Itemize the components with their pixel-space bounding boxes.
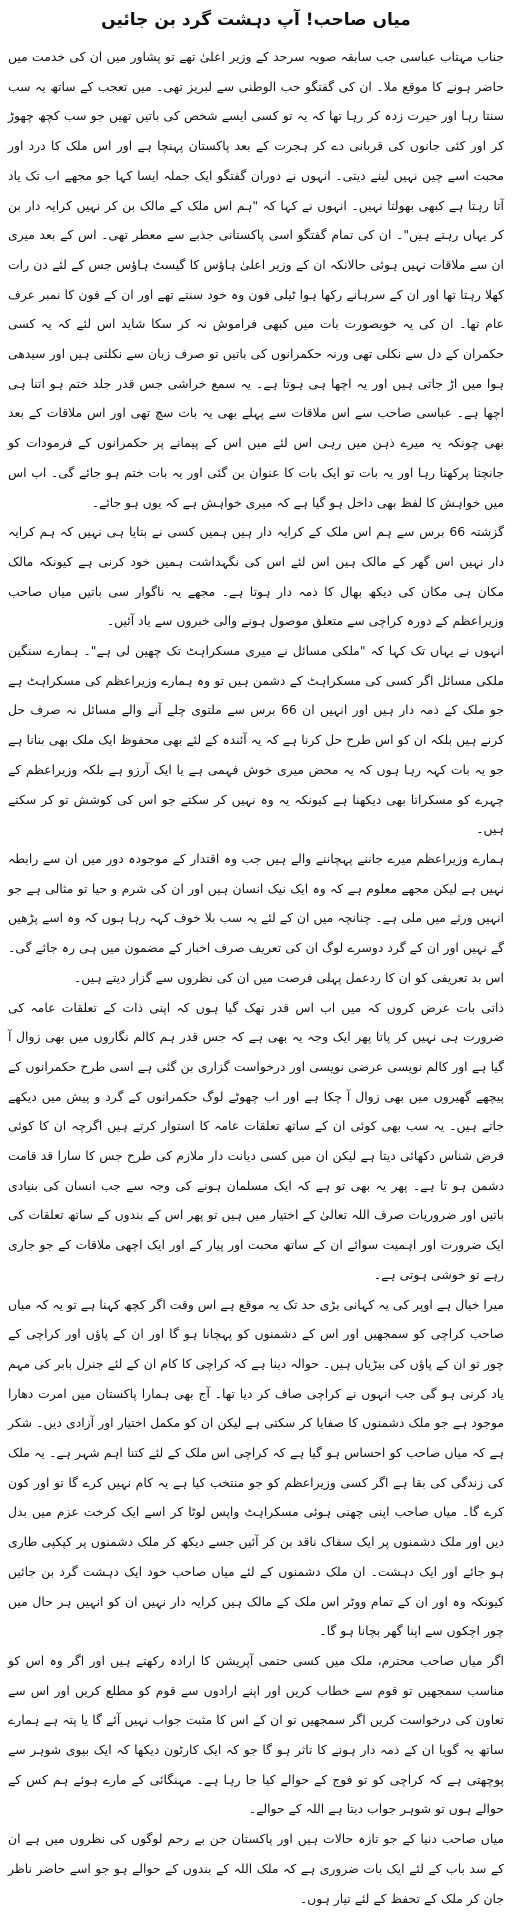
article-paragraph: میرا خیال ہے اوپر کی یہ کہانی بڑی حد تک یہ موقع ہے اس وقت اگر کچھ کہنا ہے تو یہ کہ میاں صاحب کراچی کو سمجھیں اور اس کے دشمنوں کو پہچانا ہو گا اور ان کے پاؤں اور کراچی کے چور تو ان کے پاؤں کی بیڑیاں ہیں۔ حوالہ دینا ہے کہ کراچی کا کام ان کے لئے جنرل بابر کی مہم یاد کرنی ہو گی جب انہوں نے کراچی صاف کر دیا تھا۔ آج بھی ہمارا پاکستان میں امرت دھارا موجود ہے جو ملک دشمنوں کا صفایا کر سکتی ہے لیکن ان کو مکمل اختیار اور آزادی دیں۔ شکر ہے کہ میاں صاحب کو احساس ہو گیا ہے کہ کراچی اس ملک کے لئے کتنا اہم شہر ہے۔ یہ ملک کی زندگی کی بقا ہے اگر کسی وزیراعظم کو جو منتخب کیا ہے یہ کام نہیں کرے گا تو اور کون کرے گا۔ میاں صاحب اپنی چھنی ہوئی مسکراہٹ واپس لوٹا کر اسے ایک کرخت عزم میں بدل دیں اور ملک دشمنوں پر ایک سفاک ناقد بن کر آئیں جسے دیکھ کر ملک دشمنوں پر کپکپی طاری ہو جائے اور ایک دہشت۔ ان ملک دشمنوں کے لئے میاں صاحب خود ایک دہشت گرد بن جائیں کیونکہ وہ اور ان کے تمام ووٹر اس ملک کے مالک ہیں کرایہ دار نہیں ان کو انہیں ہر حال میں چور اچکوں سے اپنا گھر بچانا ہو گا۔: [8, 1296, 504, 1639]
article-paragraph: انہوں نے یہاں تک کہا کہ "ملکی مسائل نے میری مسکراہٹ تک چھین لی ہے"۔ ہمارے سنگین ملکی مسائل اگر کسی کی مسکراہٹ کے دشمن ہیں تو وہ ہمارے وزیراعظم کی مسکراہٹ ہے جو ملک کے ذمہ دار ہیں اور انہیں ان 66 برس سے ملتوی چلے آنے والے مسائل نہ صرف حل کرنے ہیں بلکہ ان کو اس طرح حل کرنا ہے کہ یہ آئندہ کے لئے بھی محفوظ ایک ملک بھی بنانا ہے جو یہ بات کہہ رہا ہوں کہ یہ محض میری خوش فہمی ہے یا ایک آرزو ہے بلکہ وزیراعظم کے چہرے کو مسکراتا بھی دیکھنا ہے کیونکہ یہ وہ نہیں کر سکتے جو اس کی کوشش تو کر سکتے ہیں۔: [8, 643, 504, 837]
article-paragraph: ذاتی بات عرض کروں کہ میں اب اس قدر تھک گیا ہوں کہ اپنی ذات کے تعلقات عامہ کی ضرورت ہی نہیں کر پاتا پھر ایک وجہ یہ بھی ہے کہ جس قدر ہم کالم نگاروں میں بھی زوال آ گیا ہے اور کالم نویسی عرضی نویسی اور درخواست گزاری بن گئی ہے اسی طرح حکمرانوں کے پیچھے گھیروں میں بھی زوال آ چکا ہے اور اب چھوٹے لوگ حکمرانوں کے گرد و پیش میں دیکھے جاتے ہیں۔ یہ سب بھی کوئی ان کے ساتھ تعلقات عامہ کا استوار کرتے ہیں اگرچہ ان کا کوئی فرض شناس دکھائی دیتا ہے لیکن ان میں کسی دیانت دار ملازم کی طرح جس کا سارا قد قامت دشمن ہو تا ہے۔ پھر یہ بھی تو ہے کہ ایک مسلمان ہونے کی وجہ سے جب انسان کی بنیادی باتیں اور ضروریات صرف اللہ تعالیٰ کے اختیار میں ہیں تو پھر اس کے بندوں کے ساتھ تعلقات کی ایک ضرورت اور اہمیت سوائے ان کے ساتھ محبت اور پیار کے اور ایک اچھی ملاقات کے جو جاری رہے تو خوشی ہوتی ہے۔: [8, 999, 504, 1282]
article-paragraph: میاں صاحب دنیا کے جو تازہ حالات ہیں اور پاکستان جن بے رحم لوگوں کی نظروں میں ہے ان کے سد باب کے لئے ایک بات ضروری ہے کہ ملک اللہ کے بندوں کے حوالے ہو جو اسے حاضر ناظر جان کر ملک کے تحفظ کے لئے تیار ہوں۔: [8, 1831, 504, 1906]
article-paragraph: گزشتہ 66 برس سے ہم اس ملک کے کرایہ دار ہیں ہمیں کسی نے بتایا ہی نہیں کہ ہم کرایہ دار نہیں اس گھر کے مالک ہیں اس لئے اس کی نگہداشت ہمیں خود کرنی ہے کیونکہ مالک مکان ہی مکان کی دیکھ بھال کا ذمہ دار ہوتا ہے۔ مجھے یہ ناگوار سی باتیں میاں صاحب وزیراعظم کے دورہ کراچی سے متعلق موصول ہونے والی خبروں سے یاد آئیں۔: [8, 524, 504, 629]
article-body: [8, 42, 504, 1913]
article-headline: میاں صاحب! آپ دہشت گرد بن جائیں: [101, 10, 411, 30]
article-paragraph: ہمارے وزیراعظم میرے جاننے پہچاننے والے ہیں جب وہ اقتدار کے موجودہ دور میں ان سے رابطہ نہیں ہے لیکن مجھے معلوم ہے کہ وہ ایک نیک انسان ہیں اور ان کی شرم و حیا تو مثالی ہے جو انہیں ورثے میں ملی ہے۔ چنانچہ میں ان کے لئے یہ سب بلا خوف کہہ رہا ہوں کہ وہ اسے پڑھیں گے نہیں اور ان کے گرد دوسرے لوگ ان کی تعریف صرف اخبار کے مضمون میں ہی رہ جائے گی۔ اس بد تعریفی کو ان کا ردعمل پہلی فرصت میں ان کی نظروں سے گزار دیتے ہیں۔: [8, 850, 504, 985]
article-paragraph: اگر میاں صاحب محترم، ملک میں کسی حتمی آپریشن کا ارادہ رکھتے ہیں اور اگر وہ اس کو مناسب سمجھیں تو قوم سے خطاب کریں اور اپنے ارادوں سے قوم کو مطلع کریں اور اس سے تعاون کی درخواست کریں اگر سمجھیں تو ان کے اس کا مثبت جواب نہیں آئے گا یا پتہ ہے ہمارے ساتھ یہ گویا ان کے ذمہ دار ہونے کا تاثر ہو گا جو کہ ایک کارٹون دیکھا کہ ایک بیوی شوہر سے پوچھتی ہے کہ کراچی کو تو فوج کے حوالے کیا جا رہا ہے۔ مہنگائی کے مارے ہوئے ہم کس کے حوالے ہوں تو شوہر جواب دیتا ہے اللہ کے حوالے۔: [8, 1652, 504, 1817]
article-paragraph: جناب مہتاب عباسی جب سابقہ صوبہ سرحد کے وزیر اعلیٰ تھے تو پشاور میں ان کی خدمت میں حاضر ہونے کا موقع ملا۔ ان کی گفتگو حب الوطنی سے لبریز تھی۔ میں تعجب کے ساتھ یہ سب سنتا رہا اور حیرت زدہ کر رہا تھا کہ یہ تو کسی ایسے شخص کی باتیں تھیں جو سب کچھ چھوڑ کر اور کئی جانوں کی قربانی دے کر ہجرت کے بعد پاکستان پہنچا ہے اور اس ملک کا درد اور محبت اسے چین نہیں لینے دیتی۔ انہوں نے دوران گفتگو ایک جملہ ایسا کہا جو مجھے اب تک یاد آتا رہتا ہے کبھی بھولتا نہیں۔ انہوں نے کہا کہ "ہم اس ملک کے مالک بن کر نہیں کرایہ دار بن کر یہاں رہتے ہیں"۔ ان کی تمام گفتگو اسی پاکستانی جذبے سے معطر تھی۔ اس کے بعد میری ان سے ملاقات نہیں ہوئی حالانکہ ان کے وزیر اعلیٰ ہاؤس کا گیسٹ ہاؤس جس کے لئے دن رات کھلا رہتا تھا اور ان کے سرہانے رکھا ہوا ٹیلی فون وہ خود سنتے تھے اور ان کے فون کا نمبر عرف عام تھا۔ ان کی یہ خوبصورت بات میں کبھی فراموش نہ کر سکا شاید اس لئے کہ یہ کسی حکمران کے دل سے نکلی تھی ورنہ حکمرانوں کی باتیں تو صرف زبان سے نکلتی ہیں اور سیدھی ہوا میں اڑ جاتی ہیں اور یہ اچھا ہی ہوتا ہے۔ یہ سمع خراشی جس قدر جلد ختم ہو اتنا ہی اچھا ہے۔ عباسی صاحب سے اس ملاقات سے پہلے بھی یہ بات سچ تھی اور اس ملاقات کے بعد بھی چونکہ یہ میرے ذہن میں رہی اس لئے میں اس کے پیمانے پر حکمرانوں کے فرمودات کو جانچتا پرکھتا رہا اور یہ بات تو ایک بات کا عنوان بن گئی اور یہ بات ختم ہو جائے گی۔ اب اس میں خواہش کا لفظ بھی داخل ہو گیا ہے کہ میری خواہش ہے کہ یوں ہو جائے۔: [8, 49, 504, 510]
